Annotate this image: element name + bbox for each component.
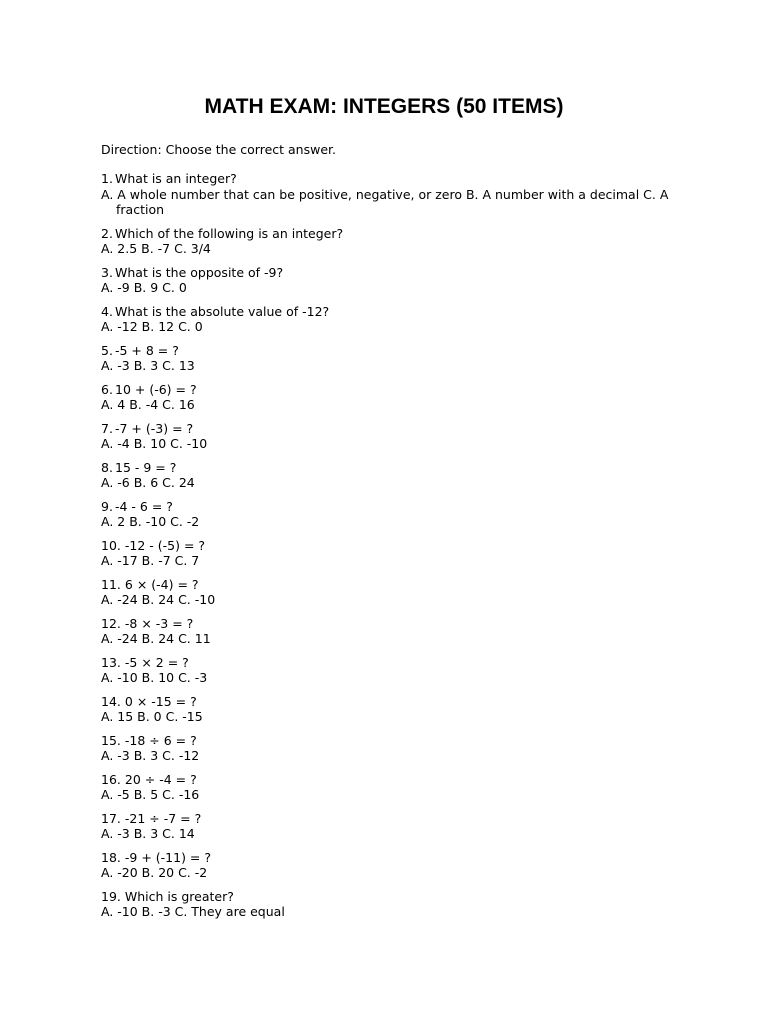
question-list <box>101 171 681 928</box>
answer-options: A. -3 B. 3 C. 13 <box>101 358 195 373</box>
answer-options: A. -24 B. 24 C. -10 <box>101 592 216 607</box>
question-number: 17. <box>101 810 121 826</box>
question-text: -7 + (-3) = ? <box>115 420 194 436</box>
question-line <box>101 538 681 554</box>
question-line <box>101 421 681 437</box>
question-line <box>101 226 681 242</box>
question-line <box>101 460 681 476</box>
question-number: 11. <box>101 576 121 592</box>
question-number: 19. <box>101 888 121 904</box>
question-item <box>101 733 681 764</box>
question-line <box>101 694 681 710</box>
question-text: -5 + 8 = ? <box>115 342 179 358</box>
question-number: 2. <box>101 225 113 241</box>
direction-text: Direction: Choose the correct answer. <box>101 142 336 157</box>
answer-options: A. A whole number that can be positive, negative, or zero B. A number with a decimal C. A fraction <box>101 186 669 217</box>
question-text: 20 ÷ -4 = ? <box>124 771 197 787</box>
question-text: -4 - 6 = ? <box>115 498 173 514</box>
question-number: 18. <box>101 849 121 865</box>
page-title: MATH EXAM: INTEGERS (50 ITEMS) <box>204 95 564 118</box>
question-line <box>101 655 681 671</box>
question-line <box>101 304 681 320</box>
question-line <box>101 265 681 281</box>
question-number: 7. <box>101 420 113 436</box>
question-item <box>101 265 681 296</box>
question-text: -18 ÷ 6 = ? <box>124 732 197 748</box>
question-item <box>101 811 681 842</box>
question-line <box>101 382 681 398</box>
question-text: Which of the following is an integer? <box>115 225 344 241</box>
question-number: 3. <box>101 264 113 280</box>
question-line <box>101 850 681 866</box>
question-item <box>101 655 681 686</box>
question-number: 5. <box>101 342 113 358</box>
question-item <box>101 538 681 569</box>
question-line <box>101 499 681 515</box>
question-number: 4. <box>101 303 113 319</box>
answer-options: A. 2 B. -10 C. -2 <box>101 514 200 529</box>
answer-options: A. -20 B. 20 C. -2 <box>101 865 208 880</box>
answer-options: A. -3 B. 3 C. -12 <box>101 748 200 763</box>
question-number: 10. <box>101 537 121 553</box>
question-item <box>101 889 681 920</box>
question-number: 14. <box>101 693 121 709</box>
question-line <box>101 343 681 359</box>
question-text: 0 × -15 = ? <box>124 693 197 709</box>
answer-options: A. -5 B. 5 C. -16 <box>101 787 200 802</box>
answer-options: A. -12 B. 12 C. 0 <box>101 319 203 334</box>
question-item <box>101 772 681 803</box>
question-number: 6. <box>101 381 113 397</box>
question-line <box>101 171 681 187</box>
question-text: What is the opposite of -9? <box>115 264 284 280</box>
question-item <box>101 304 681 335</box>
question-item <box>101 499 681 530</box>
answer-options: A. -9 B. 9 C. 0 <box>101 280 187 295</box>
answer-options: A. -4 B. 10 C. -10 <box>101 436 208 451</box>
question-number: 13. <box>101 654 121 670</box>
question-number: 16. <box>101 771 121 787</box>
question-text: -21 ÷ -7 = ? <box>124 810 202 826</box>
question-item <box>101 850 681 881</box>
question-text: 15 - 9 = ? <box>115 459 177 475</box>
question-item <box>101 460 681 491</box>
question-number: 8. <box>101 459 113 475</box>
question-item <box>101 382 681 413</box>
question-text: -9 + (-11) = ? <box>124 849 211 865</box>
question-item <box>101 421 681 452</box>
question-text: 10 + (-6) = ? <box>115 381 197 397</box>
answer-options: A. 15 B. 0 C. -15 <box>101 709 203 724</box>
question-text: -12 - (-5) = ? <box>124 537 206 553</box>
answer-options: A. -24 B. 24 C. 11 <box>101 631 211 646</box>
answer-options: A. 2.5 B. -7 C. 3/4 <box>101 241 211 256</box>
question-line <box>101 733 681 749</box>
question-number: 12. <box>101 615 121 631</box>
question-item <box>101 343 681 374</box>
question-item <box>101 577 681 608</box>
question-item <box>101 226 681 257</box>
question-item <box>101 694 681 725</box>
question-text: -8 × -3 = ? <box>124 615 194 631</box>
question-number: 9. <box>101 498 113 514</box>
question-text: What is an integer? <box>115 171 237 186</box>
question-text: What is the absolute value of -12? <box>115 303 330 319</box>
answer-options: A. -17 B. -7 C. 7 <box>101 553 200 568</box>
answer-options: A. -10 B. 10 C. -3 <box>101 670 208 685</box>
question-item <box>101 171 681 218</box>
question-number: 1. <box>101 171 113 186</box>
question-number: 15. <box>101 732 121 748</box>
question-text: -5 × 2 = ? <box>124 654 189 670</box>
question-line <box>101 811 681 827</box>
question-line <box>101 577 681 593</box>
question-line <box>101 616 681 632</box>
question-item <box>101 616 681 647</box>
question-line <box>101 772 681 788</box>
answer-options: A. -6 B. 6 C. 24 <box>101 475 195 490</box>
question-text: Which is greater? <box>124 888 234 904</box>
question-text: 6 × (-4) = ? <box>124 576 199 592</box>
answer-options: A. 4 B. -4 C. 16 <box>101 397 195 412</box>
question-line <box>101 889 681 905</box>
answer-options: A. -10 B. -3 C. They are equal <box>101 904 285 919</box>
answer-options: A. -3 B. 3 C. 14 <box>101 826 195 841</box>
